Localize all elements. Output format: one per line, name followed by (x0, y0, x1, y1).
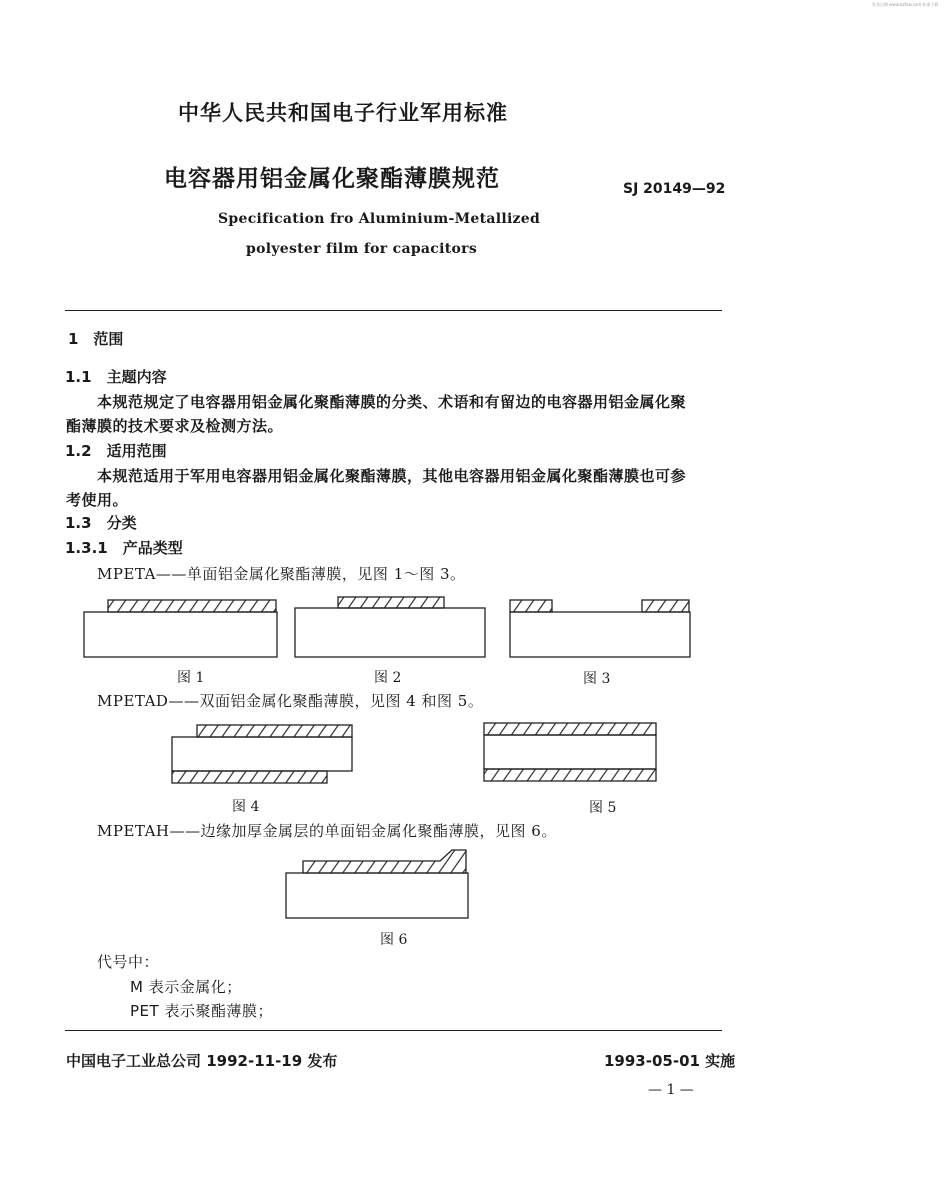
section-1-2-paragraph-line2: 考使用。 (66, 491, 129, 509)
mpeta-description: MPETA——单面铝金属化聚酯薄膜，见图 1～图 3。 (97, 565, 466, 583)
section-1-2-paragraph-line1: 本规范适用于军用电容器用铝金属化聚酯薄膜，其他电容器用铝金属化聚酯薄膜也可参 (97, 467, 687, 485)
section-1-1-paragraph-line1: 本规范规定了电容器用铝金属化聚酯薄膜的分类、术语和有留边的电容器用铝金属化聚 (97, 393, 687, 411)
title-en-line2: polyester film for capacitors (246, 241, 478, 257)
standard-number: SJ 20149—92 (623, 181, 726, 197)
section-1-1-paragraph-line2: 酯薄膜的技术要求及检测方法。 (66, 417, 284, 435)
fig4-film-base (172, 737, 352, 771)
fig2-metal-layer (338, 597, 444, 608)
code-pet-definition: PET 表示聚酯薄膜； (130, 1002, 273, 1020)
effective-date: 1993-05-01 实施 (604, 1052, 736, 1070)
fig4-metal-bottom (172, 771, 327, 783)
figure-2-caption: 图 2 (374, 670, 402, 686)
figure-6-caption: 图 6 (380, 932, 408, 948)
footer-divider (65, 1030, 722, 1031)
fig5-film-base (484, 735, 656, 769)
issued-by-date: 中国电子工业总公司 1992-11-19 发布 (66, 1052, 338, 1070)
fig3-film-base (510, 612, 690, 657)
figure-1-caption: 图 1 (177, 670, 205, 686)
title-en-line1: Specification fro Aluminium-Metallized (218, 211, 541, 227)
code-intro: 代号中： (97, 953, 160, 971)
section-1-2-heading: 1.2 适用范围 (65, 442, 167, 460)
mpetah-description: MPETAH——边缘加厚金属层的单面铝金属化聚酯薄膜，见图 6。 (97, 822, 557, 840)
fig5-metal-bottom (484, 769, 656, 781)
fig1-metal-layer (108, 600, 276, 612)
fig6-thickened-metal-layer (303, 850, 466, 873)
fig5-metal-top (484, 723, 656, 735)
code-m-definition: M 表示金属化； (130, 978, 242, 996)
mpetad-description: MPETAD——双面铝金属化聚酯薄膜，见图 4 和图 5。 (97, 692, 484, 710)
figure-5-caption: 图 5 (589, 800, 617, 816)
corner-watermark-text: 发布日期 www.bzfxw.com 标准下载 (872, 2, 939, 7)
page-number: — 1 — (648, 1082, 694, 1098)
section-1-heading: 1 范围 (68, 330, 124, 348)
fig6-film-base (286, 873, 468, 918)
fig3-metal-left (510, 600, 552, 612)
fig2-film-base (295, 608, 485, 657)
figure-4-caption: 图 4 (232, 799, 260, 815)
org-line: 中华人民共和国电子行业军用标准 (178, 101, 508, 125)
title-cn: 电容器用铝金属化聚酯薄膜规范 (164, 166, 500, 192)
fig4-metal-top (197, 725, 352, 737)
section-1-3-1-heading: 1.3.1 产品类型 (65, 539, 183, 557)
section-1-3-heading: 1.3 分类 (65, 514, 137, 532)
fig1-film-base (84, 612, 277, 657)
figure-3-caption: 图 3 (583, 671, 611, 687)
section-1-1-heading: 1.1 主题内容 (65, 368, 167, 386)
fig3-metal-right (642, 600, 689, 612)
